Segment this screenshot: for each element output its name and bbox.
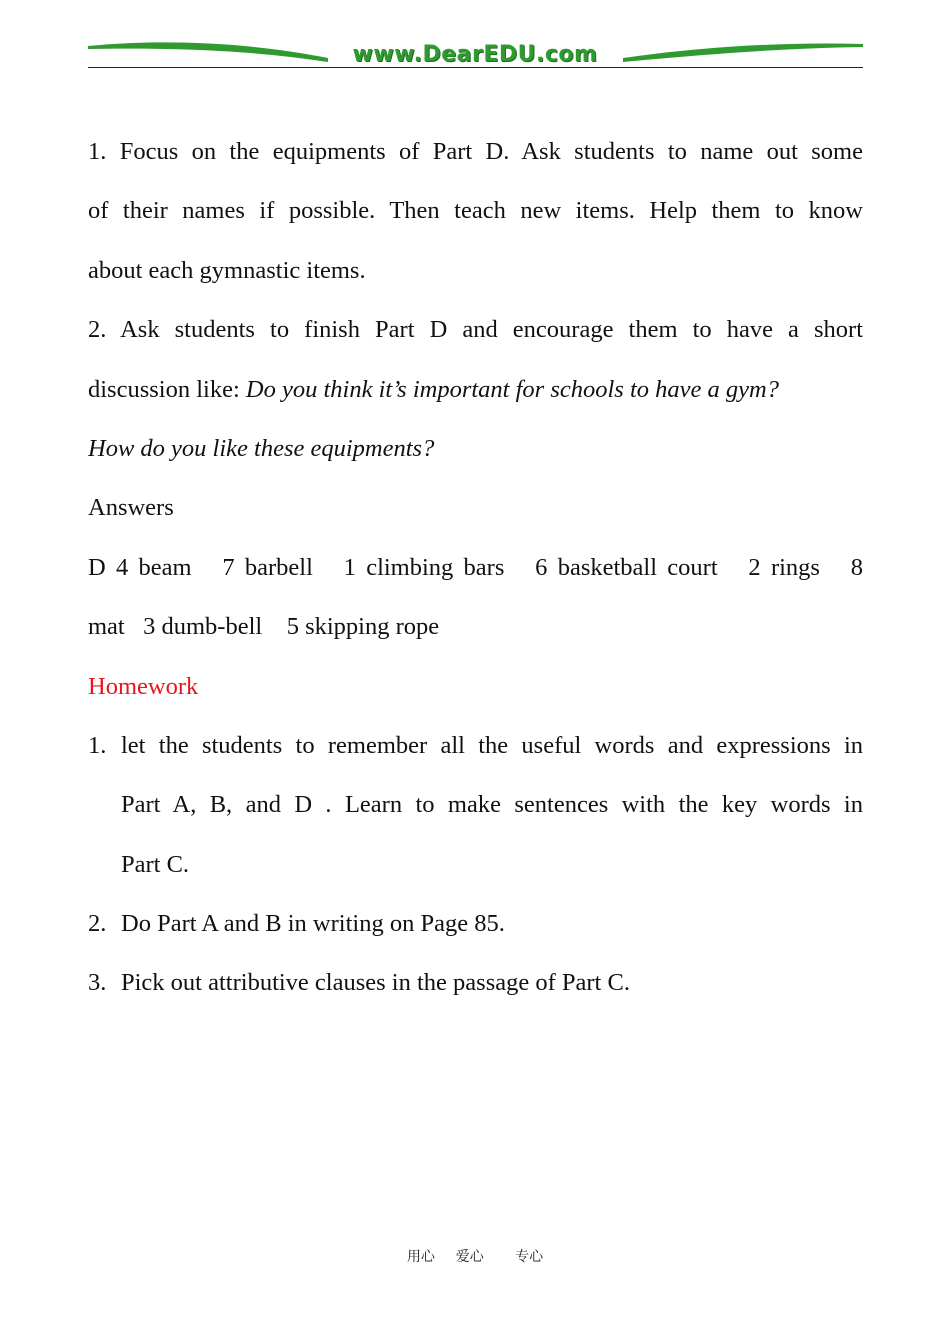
homework-item-2-line1: Do Part A and B in writing on Page 85. xyxy=(121,910,505,938)
step2-question1: Do you think it’s important for schools to have a gym? xyxy=(245,375,779,403)
step2-line2 xyxy=(88,360,863,419)
page-footer: 用心 爱心 专心 xyxy=(406,1249,544,1265)
site-logo[interactable]: www.DearEDU.com xyxy=(352,42,598,67)
answers-heading: Answers xyxy=(88,494,174,522)
homework-item-2 xyxy=(88,894,863,953)
step2-line1: 2. Ask students to finish Part D and encourage them to have a short xyxy=(88,316,863,344)
homework-heading: Homework xyxy=(88,672,199,700)
homework-item-1-line3: Part C. xyxy=(121,850,190,878)
step1-line2: of their names if possible. Then teach new items. Help them to know xyxy=(88,197,863,225)
homework-item-1-line1: let the students to remember all the useful words and expressions in xyxy=(121,731,863,759)
homework-item-3-line1: Pick out attributive clauses in the passage of Part C. xyxy=(121,969,630,997)
step1-line1: 1. Focus on the equipments of Part D. Ask students to name out some xyxy=(88,138,863,165)
homework-item-1 xyxy=(88,716,863,775)
step2-question2: How do you like these equipments? xyxy=(88,434,435,462)
step1-line3: about each gymnastic items. xyxy=(88,256,366,284)
step2-prefix: discussion like: xyxy=(88,375,246,403)
header-rule xyxy=(88,67,863,68)
homework-item-2-number: 2. xyxy=(88,910,107,938)
homework-item-1-number: 1. xyxy=(88,731,107,759)
homework-item-1-line2: Part A, B, and D . Learn to make sentences with the key words in xyxy=(121,791,863,819)
homework-item-3-number: 3. xyxy=(88,969,107,997)
answers-line1: D 4 beam 7 barbell 1 climbing bars 6 basketball court 2 rings 8 xyxy=(88,553,863,581)
document-body xyxy=(88,122,863,1013)
homework-item-3 xyxy=(88,953,863,1012)
answers-line2: mat 3 dumb-bell 5 skipping rope xyxy=(88,613,440,641)
